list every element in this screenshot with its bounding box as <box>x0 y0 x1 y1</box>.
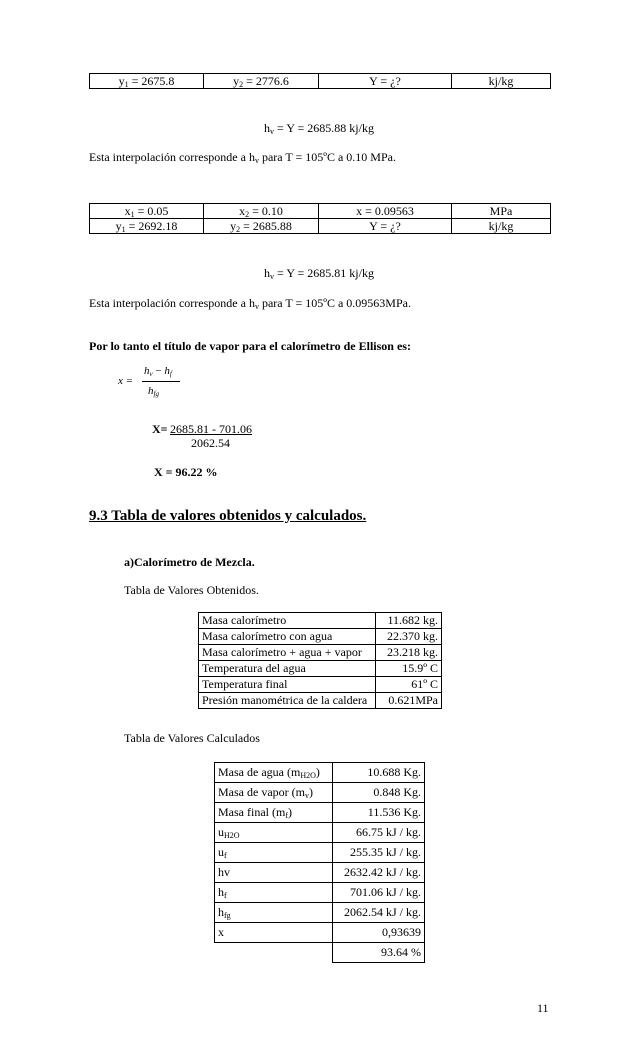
row-value: 0.621MPa <box>376 693 442 709</box>
table-row <box>215 923 425 943</box>
section-title: 9.3 Tabla de valores obtenidos y calculados. <box>89 508 367 524</box>
table-cell: kj/kg <box>452 74 551 89</box>
table-cell: x = 0.09563 <box>319 204 452 219</box>
note-line-2: Esta interpolación corresponde a $h_v$ para T = 105ºC a 0.09563MPa. <box>89 296 411 311</box>
row-label: Masa calorímetro <box>199 613 376 629</box>
table-cell: Y = ¿? <box>319 219 452 234</box>
calculated-values-table <box>214 762 425 963</box>
table-cell: kj/kg <box>452 219 551 234</box>
section-subtitle: a)Calorímetro de Mezcla. <box>124 555 255 569</box>
quality-formula <box>118 362 218 412</box>
row-label <box>215 943 333 963</box>
row-label: $u_{H2O}$ <box>215 823 333 843</box>
table-row <box>215 943 425 963</box>
row-label: Masa de agua $(m_{H2O})$ <box>215 763 333 783</box>
row-value: 15.9º C <box>376 661 442 677</box>
row-label: Masa calorímetro + agua + vapor <box>199 645 376 661</box>
row-value: 11.682 kg. <box>376 613 442 629</box>
row-value: 0.848 Kg. <box>333 783 425 803</box>
row-label: Temperatura final <box>199 677 376 693</box>
interpolation-table-1 <box>89 73 551 89</box>
row-label: Presión manométrica de la caldera <box>199 693 376 709</box>
calc-label: X= <box>152 422 168 436</box>
note-line-1: Esta interpolación corresponde a $h_v$ para T = 105ºC a 0.10 MPa. <box>89 150 396 165</box>
row-value: 701.06 kJ / kg. <box>333 883 425 903</box>
page-number: 11 <box>537 1001 549 1015</box>
formula-denominator: $h_{fg}$ <box>148 385 159 398</box>
row-label: x <box>215 923 333 943</box>
row-value: 255.35 kJ / kg. <box>333 843 425 863</box>
table-row <box>199 693 442 709</box>
row-value: 11.536 Kg. <box>333 803 425 823</box>
obtained-caption: Tabla de Valores Obtenidos. <box>124 583 259 597</box>
table-cell: $x_2 = 0.10$ <box>204 204 319 219</box>
row-label: hv <box>215 863 333 883</box>
table-cell: MPa <box>452 204 551 219</box>
table-row <box>215 803 425 823</box>
table-row <box>215 783 425 803</box>
row-value: 2062.54 kJ / kg. <box>333 903 425 923</box>
row-label: Masa calorímetro con agua <box>199 629 376 645</box>
table-row <box>199 613 442 629</box>
row-value: 2632.42 kJ / kg. <box>333 863 425 883</box>
calc-numerator: 2685.81 - 701.06 <box>170 422 252 436</box>
row-value: 61º C <box>376 677 442 693</box>
table-cell: $y_1 = 2675.8$ <box>90 74 204 89</box>
interpolation-table-2 <box>89 203 551 234</box>
table-row <box>90 219 551 234</box>
row-label: Masa final $(m_f)$ <box>215 803 333 823</box>
row-label: Masa de vapor $(m_v)$ <box>215 783 333 803</box>
row-value: 10.688 Kg. <box>333 763 425 783</box>
row-label: $h_{fg}$ <box>215 903 333 923</box>
table-cell: $y_1 = 2692.18$ <box>90 219 204 234</box>
row-value: 0,93639 <box>333 923 425 943</box>
table-cell: Y = ¿? <box>319 74 452 89</box>
calc-result: X = 96.22 % <box>154 465 218 479</box>
table-row <box>215 763 425 783</box>
result-line-1: $h_v = Y = 2685.88$ kj/kg <box>264 121 374 136</box>
table-row <box>199 661 442 677</box>
table-row <box>215 863 425 883</box>
table-row <box>215 843 425 863</box>
table-cell: $y_2 = 2685.88$ <box>204 219 319 234</box>
table-row <box>90 204 551 219</box>
row-value: 23.218 kg. <box>376 645 442 661</box>
row-label: $u_f$ <box>215 843 333 863</box>
row-label: $h_f$ <box>215 883 333 903</box>
table-row <box>199 629 442 645</box>
table-row <box>90 74 551 89</box>
table-row <box>215 903 425 923</box>
fraction-bar <box>142 381 180 382</box>
row-value: 93.64 % <box>333 943 425 963</box>
obtained-values-table <box>198 612 442 709</box>
table-cell: $y_2 = 2776.6$ <box>204 74 319 89</box>
calc-denominator: 2062.54 <box>191 436 230 450</box>
formula-numerator: $h_v - h_f$ <box>144 365 172 378</box>
table-cell: $x_1 = 0.05$ <box>90 204 204 219</box>
table-row <box>199 645 442 661</box>
formula-lhs: x = <box>118 375 134 387</box>
row-value: 66.75 kJ / kg. <box>333 823 425 843</box>
table-row <box>215 823 425 843</box>
row-label: Temperatura del agua <box>199 661 376 677</box>
result-line-2: $h_v = Y = 2685.81$ kj/kg <box>264 266 374 281</box>
table-row <box>199 677 442 693</box>
calculated-caption: Tabla de Valores Calculados <box>124 731 260 745</box>
row-value: 22.370 kg. <box>376 629 442 645</box>
conclusion-text: Por lo tanto el título de vapor para el calorímetro de Ellison es: <box>89 339 411 353</box>
table-row <box>215 883 425 903</box>
